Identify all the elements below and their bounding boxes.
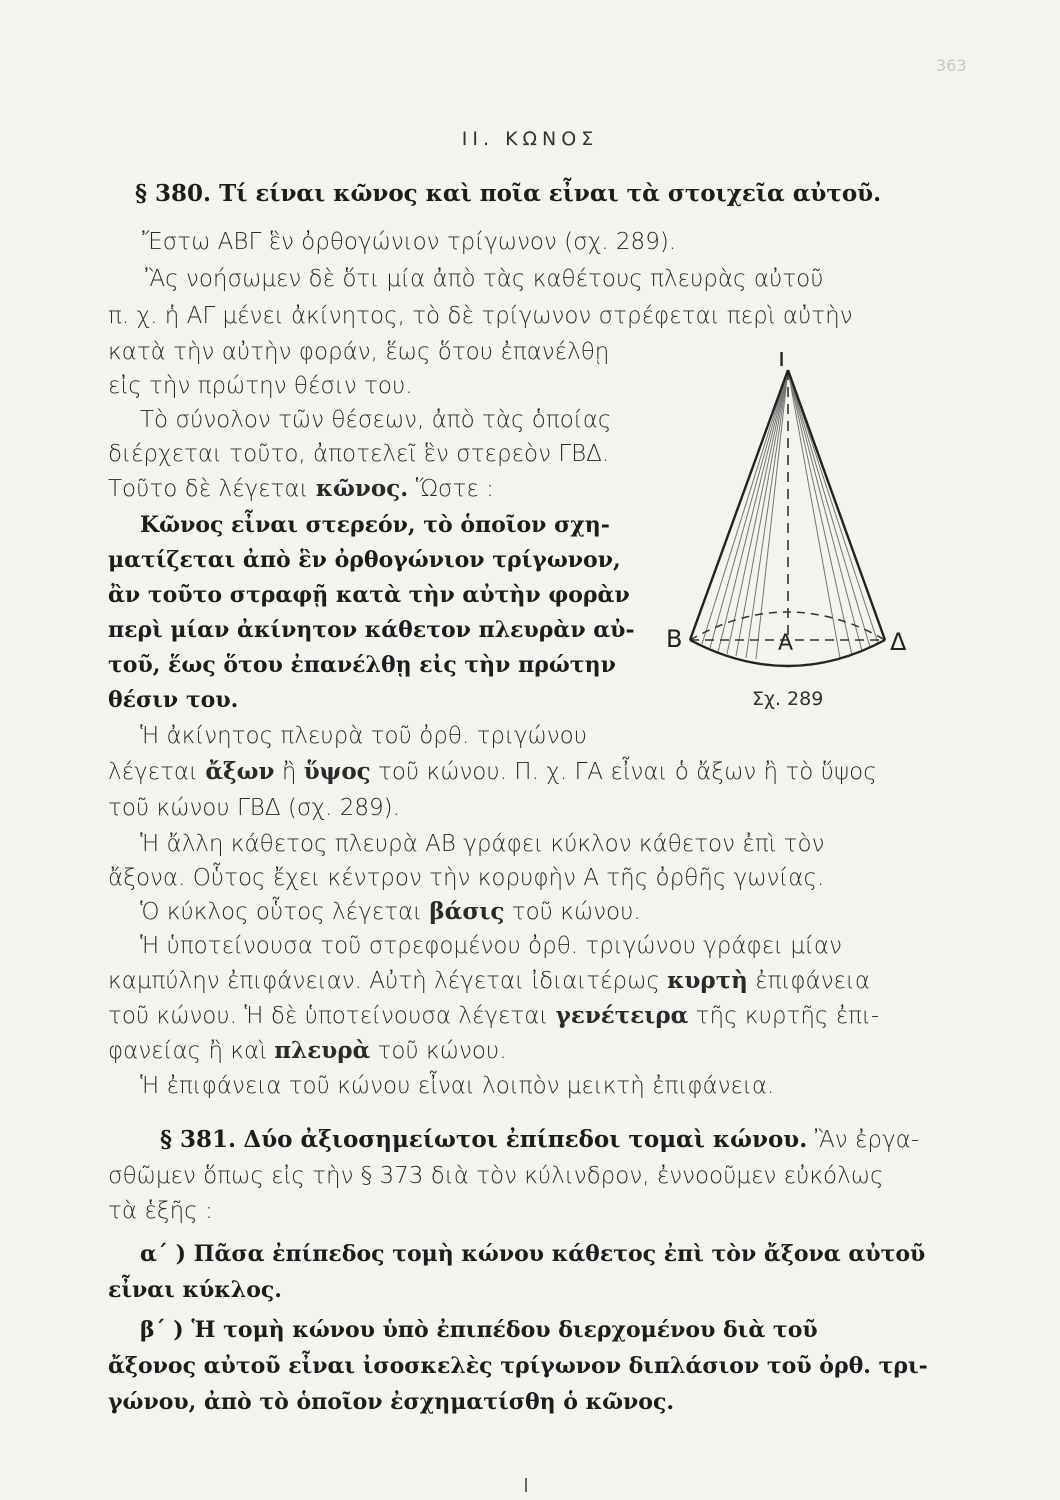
text-line — [140, 898, 641, 926]
definition-line: ἂν τοῦτο στραφῇ κατὰ τὴν αὐτὴν φορὰν — [108, 582, 630, 608]
item-a-label: α΄ ) — [140, 1241, 186, 1267]
text-span: τοῦ κώνου. — [511, 899, 641, 925]
text-span: τῆς κυρτῆς ἐπι- — [695, 1003, 880, 1029]
text-span: τοῦ κώνου. — [377, 1038, 507, 1064]
text-span: φανείας ἢ καὶ — [108, 1038, 267, 1064]
text-span: τοῦ κώνου. Π. χ. ΓΑ εἶναι ὁ ἄξων ἢ τὸ ὕψος — [378, 759, 877, 785]
text-line: Ἂς νοήσωμεν δὲ ὅτι μία ἀπὸ τὰς καθέτους πλευρὰς αὐτοῦ — [145, 266, 824, 292]
term-konos: κῶνος. — [315, 475, 409, 502]
definition-line: θέσιν του. — [108, 687, 239, 713]
text-span: Ὁ κύκλος οὗτος λέγεται — [140, 899, 423, 925]
text-line: ἄξονα. Οὗτος ἔχει κέντρον τὴν κορυφὴν Α τῆς ὀρθῆς γωνίας. — [108, 865, 825, 891]
term-kyrti: κυρτὴ — [667, 967, 748, 994]
section-381-title: Δύο ἀξιοσημείωτοι ἐπίπεδοι τομαὶ κώνου. — [243, 1126, 808, 1153]
text-line: Ἡ ἄλλη κάθετος πλευρὰ ΑΒ γράφει κύκλον κάθετον ἐπὶ τὸν — [140, 831, 825, 857]
apex-label: Γ — [778, 352, 792, 372]
cone-diagram — [660, 352, 930, 712]
text-span: καμπύλην ἐπιφάνειαν. Αὐτὴ λέγεται ἰδιαιτέρως — [108, 968, 660, 994]
text-line — [108, 1002, 879, 1030]
definition-line: περὶ μίαν ἀκίνητον κάθετον πλευρὰν αὐ- — [108, 617, 635, 643]
text-line: εἰς τὴν πρώτην θέσιν του. — [108, 373, 413, 399]
term-plevra: πλευρὰ — [274, 1037, 371, 1064]
text-line: τὰ ἑξῆς : — [108, 1198, 213, 1224]
page-number: 363 — [936, 56, 967, 75]
item-a-text: Πᾶσα ἐπίπεδος τομὴ κώνου κάθετος ἐπὶ τὸν ἄξονα αὐτοῦ — [193, 1241, 926, 1267]
text-line: Ἔστω ΑΒΓ ἓν ὀρθογώνιον τρίγωνον (σχ. 289). — [142, 229, 677, 255]
text-line — [108, 758, 877, 786]
section-381-heading — [160, 1126, 919, 1154]
definition-line: τοῦ, ἕως ὅτου ἐπανέλθῃ εἰς τὴν πρώτην — [108, 652, 616, 678]
text-span: λέγεται — [108, 759, 199, 785]
section-380-title: Τί είναι κῶνος καὶ ποῖα εἶναι τὰ στοιχεῖα αὐτοῦ. — [219, 180, 882, 207]
text-line: Ἡ ἐπιφάνεια τοῦ κώνου εἶναι λοιπὸν μεικτὴ ἐπιφάνεια. — [140, 1073, 775, 1099]
item-b-label: β΄ ) — [140, 1317, 184, 1343]
term-ypsos: ὕψος — [303, 758, 371, 785]
right-label: Δ — [890, 628, 907, 656]
text-line: π. χ. ἡ ΑΓ μένει ἀκίνητος, τὸ δὲ τρίγωνον στρέφεται περὶ αὐτὴν — [108, 303, 853, 329]
text-line — [108, 967, 870, 995]
definition-line: ματίζεται ἀπὸ ἓν ὀρθογώνιον τρίγωνον, — [108, 547, 621, 573]
item-b-line: γώνου, ἀπὸ τὸ ὁποῖον ἐσχηματίσθη ὁ κῶνος. — [108, 1389, 675, 1415]
text-line: διέρχεται τοῦτο, ἀποτελεῖ ἓν στερεὸν ΓΒΔ. — [108, 441, 610, 467]
text-line — [108, 1037, 507, 1065]
text-span: Τοῦτο δὲ λέγεται — [108, 476, 309, 502]
text-line: σθῶμεν ὅπως εἰς τὴν § 373 διὰ τὸν κύλινδρον, ἐννοοῦμεν εὐκόλως — [108, 1163, 884, 1189]
section-380-heading — [135, 180, 881, 208]
section-381-number: § 381. — [160, 1126, 237, 1153]
cone-figure — [660, 352, 930, 712]
text-line: Ἡ ὑποτείνουσα τοῦ στρεφομένου ὀρθ. τριγώνου γράφει μίαν — [140, 933, 842, 959]
binding-mark — [525, 1478, 527, 1492]
text-span: ἐπιφάνεια — [755, 968, 871, 994]
text-span: ἢ — [281, 759, 297, 785]
text-line: Ἡ ἀκίνητος πλευρὰ τοῦ ὀρθ. τριγώνου — [140, 723, 588, 749]
center-label: Α — [778, 631, 794, 656]
chapter-title: II. ΚΩΝΟΣ — [461, 128, 599, 150]
text-span: Ὥστε : — [415, 476, 494, 502]
definition-line: Κῶνος εἶναι στερεόν, τὸ ὁποῖον σχη- — [140, 512, 610, 538]
term-vasis: βάσις — [429, 898, 505, 925]
text-line — [108, 475, 494, 503]
text-line: κατὰ τὴν αὐτὴν φοράν, ἕως ὅτου ἐπανέλθῃ — [108, 339, 610, 365]
item-b-line: ἄξονος αὐτοῦ εἶναι ἰσοσκελὲς τρίγωνον διπλάσιον τοῦ ὀρθ. τρι- — [108, 1353, 928, 1379]
term-axon: ἄξων — [205, 758, 275, 785]
text-span: τοῦ κώνου. Ἡ δὲ ὑποτείνουσα λέγεται — [108, 1003, 549, 1029]
text-span: Ἂν ἐργα- — [814, 1127, 920, 1153]
figure-caption: Σχ. 289 — [752, 688, 824, 710]
text-line: τοῦ κώνου ΓΒΔ (σχ. 289). — [108, 795, 400, 821]
item-a-line — [140, 1240, 925, 1268]
item-b-line — [140, 1316, 818, 1344]
item-b-text: Ἡ τομὴ κώνου ὑπὸ ἐπιπέδου διερχομένου διὰ τοῦ — [191, 1317, 818, 1343]
section-380-number: § 380. — [135, 180, 212, 207]
text-line: Τὸ σύνολον τῶν θέσεων, ἀπὸ τὰς ὁποίας — [140, 407, 612, 433]
left-label: Β — [666, 625, 683, 653]
term-geneteira: γενέτειρα — [555, 1002, 689, 1029]
item-a-line: εἶναι κύκλος. — [108, 1277, 282, 1303]
